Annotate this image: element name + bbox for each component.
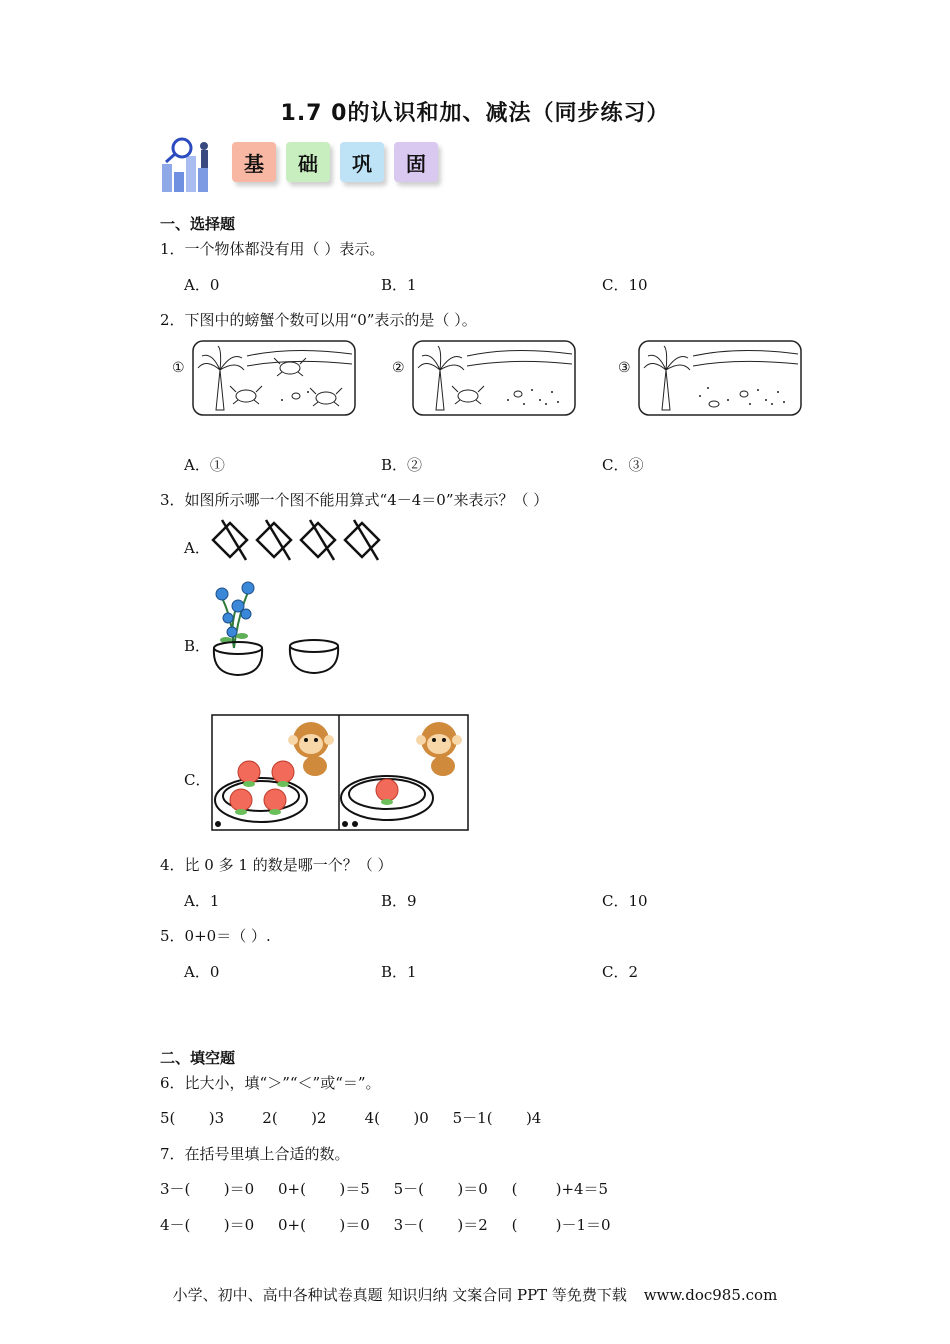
q3-option-c: C． [184, 771, 211, 789]
badge-chu: 础 [286, 142, 330, 182]
q1-option-a: A．0 [184, 276, 220, 294]
q6-compare-line: 5( )3 2( )2 4( )0 5－1( )4 [160, 1109, 542, 1127]
question-6: 6．比大小，填“＞”“＜”或“＝”。 [160, 1074, 381, 1092]
badge-gu: 固 [394, 142, 438, 182]
footer-text: 小学、初中、高中各种试卷真题 知识归纳 文案合同 PPT 等免费下载 [172, 1286, 627, 1304]
q4-option-c: C．10 [602, 892, 648, 910]
q3-option-b: B． [184, 637, 211, 655]
q3-option-a: A． [184, 539, 210, 557]
q5-option-a: A．0 [184, 963, 220, 981]
crossed-diamonds-icon [210, 518, 388, 564]
monkey-peaches-icon [211, 714, 469, 831]
question-5: 5．0+0＝（ ）. [160, 927, 271, 945]
question-1: 1．一个物体都没有用（ ）表示。 [160, 240, 385, 258]
badge-ji: 基 [232, 142, 276, 182]
section-heading-fill: 二、填空题 [160, 1049, 236, 1067]
q2-label-1: ① [172, 360, 185, 376]
footer [0, 1284, 950, 1305]
section-heading-choice: 一、选择题 [160, 215, 236, 233]
q2-picture-2 [392, 340, 576, 416]
beach-no-crab-scene-icon [638, 340, 802, 416]
q2-picture-3 [618, 340, 802, 416]
q1-option-b: B．1 [381, 276, 417, 294]
q5-option-b: B．1 [381, 963, 417, 981]
q7-line-2: 4－( )＝0 0+( )＝0 3－( )＝2 ( )－1＝0 [160, 1216, 611, 1234]
footer-url[interactable]: www.doc985.com [643, 1286, 778, 1304]
banner-badges [232, 142, 438, 182]
flower-pots-icon [208, 578, 348, 678]
question-3: 3．如图所示哪一个图不能用算式“4－4＝0”来表示？（ ） [160, 491, 549, 509]
q4-option-a: A．1 [184, 892, 220, 910]
magnifier-person-icon [160, 134, 222, 196]
beach-crabs-scene-icon [192, 340, 356, 416]
question-4: 4．比 0 多 1 的数是哪一个？（ ） [160, 856, 393, 874]
q2-label-3: ③ [618, 360, 631, 376]
beach-one-crab-scene-icon [412, 340, 576, 416]
q2-option-a: A．① [184, 456, 225, 474]
question-7: 7．在括号里填上合适的数。 [160, 1145, 350, 1163]
q7-line-1: 3－( )＝0 0+( )＝5 5－( )＝0 ( )+4＝5 [160, 1180, 609, 1198]
badge-gong: 巩 [340, 142, 384, 182]
q2-option-b: B．② [381, 456, 423, 474]
page-title: 1.7 0的认识和加、减法（同步练习） [280, 101, 670, 126]
q5-option-c: C．2 [602, 963, 639, 981]
q4-option-b: B．9 [381, 892, 417, 910]
q2-option-c: C．③ [602, 456, 644, 474]
q1-option-c: C．10 [602, 276, 648, 294]
banner-graphic [160, 134, 222, 196]
q2-label-2: ② [392, 360, 405, 376]
question-2: 2．下图中的螃蟹个数可以用“0”表示的是（ ）。 [160, 311, 477, 329]
q2-picture-1 [172, 340, 356, 416]
